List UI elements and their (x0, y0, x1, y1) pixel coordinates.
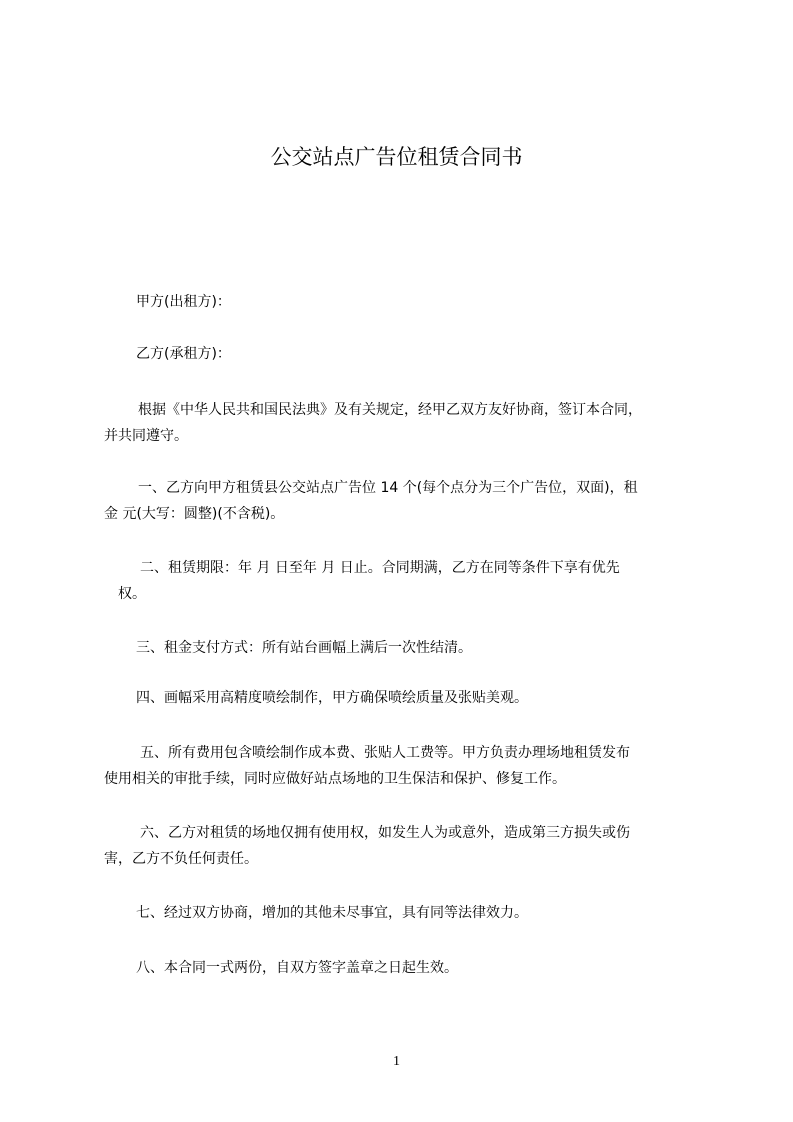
clause-3-line-1: 三、租金支付方式：所有站台画幅上满后一次性结清。 (136, 640, 472, 656)
clause-8 (104, 955, 714, 981)
preamble-line-2: 并共同遵守。 (104, 428, 188, 444)
clause-1-line-2: 金 元(大写：圆整)(不含税)。 (104, 506, 285, 522)
party-a-line (136, 289, 746, 315)
clause-7-line-1: 七、经过双方协商，增加的其他未尽事宜，具有同等法律效力。 (136, 905, 528, 921)
clause-4 (104, 685, 714, 711)
clause-2-line-2: 权。 (118, 586, 146, 602)
document-title: 公交站点广告位租赁合同书 (270, 145, 523, 169)
clause-6 (104, 820, 714, 872)
clause-8-line-1: 八、本合同一式两份，自双方签字盖章之日起生效。 (136, 960, 458, 976)
preamble-line-1: 根据《中华人民共和国民法典》及有关规定，经甲乙双方友好协商，签订本合同， (138, 402, 642, 418)
clause-6-line-1: 六、乙方对租赁的场地仅拥有使用权，如发生人为或意外，造成第三方损失或伤 (140, 825, 630, 841)
clause-4-line-1: 四、画幅采用高精度喷绘制作，甲方确保喷绘质量及张贴美观。 (136, 690, 528, 706)
party-b-line (136, 341, 746, 367)
clause-6-line-2: 害，乙方不负任何责任。 (104, 851, 258, 867)
preamble-paragraph (104, 397, 714, 449)
clause-7 (104, 900, 714, 926)
clause-2-line-1: 二、租赁期限：年 月 日至年 月 日止。合同期满，乙方在同等条件下享有优先 (140, 560, 620, 576)
clause-3 (104, 635, 714, 661)
clause-1 (104, 475, 714, 527)
clause-2 (104, 555, 714, 607)
page-number: 1 (393, 1054, 400, 1069)
party-b-label: 乙方(承租方)： (136, 346, 231, 362)
party-a-label: 甲方(出租方)： (136, 294, 231, 310)
clause-1-line-1: 一、乙方向甲方租赁县公交站点广告位 14 个(每个点分为三个广告位，双面)，租 (138, 480, 638, 496)
clause-5-line-1: 五、所有费用包含喷绘制作成本费、张贴人工费等。甲方负责办理场地租赁发布 (140, 745, 630, 761)
clause-5-line-2: 使用相关的审批手续，同时应做好站点场地的卫生保洁和保护、修复工作。 (104, 771, 566, 787)
clause-5 (104, 740, 714, 792)
